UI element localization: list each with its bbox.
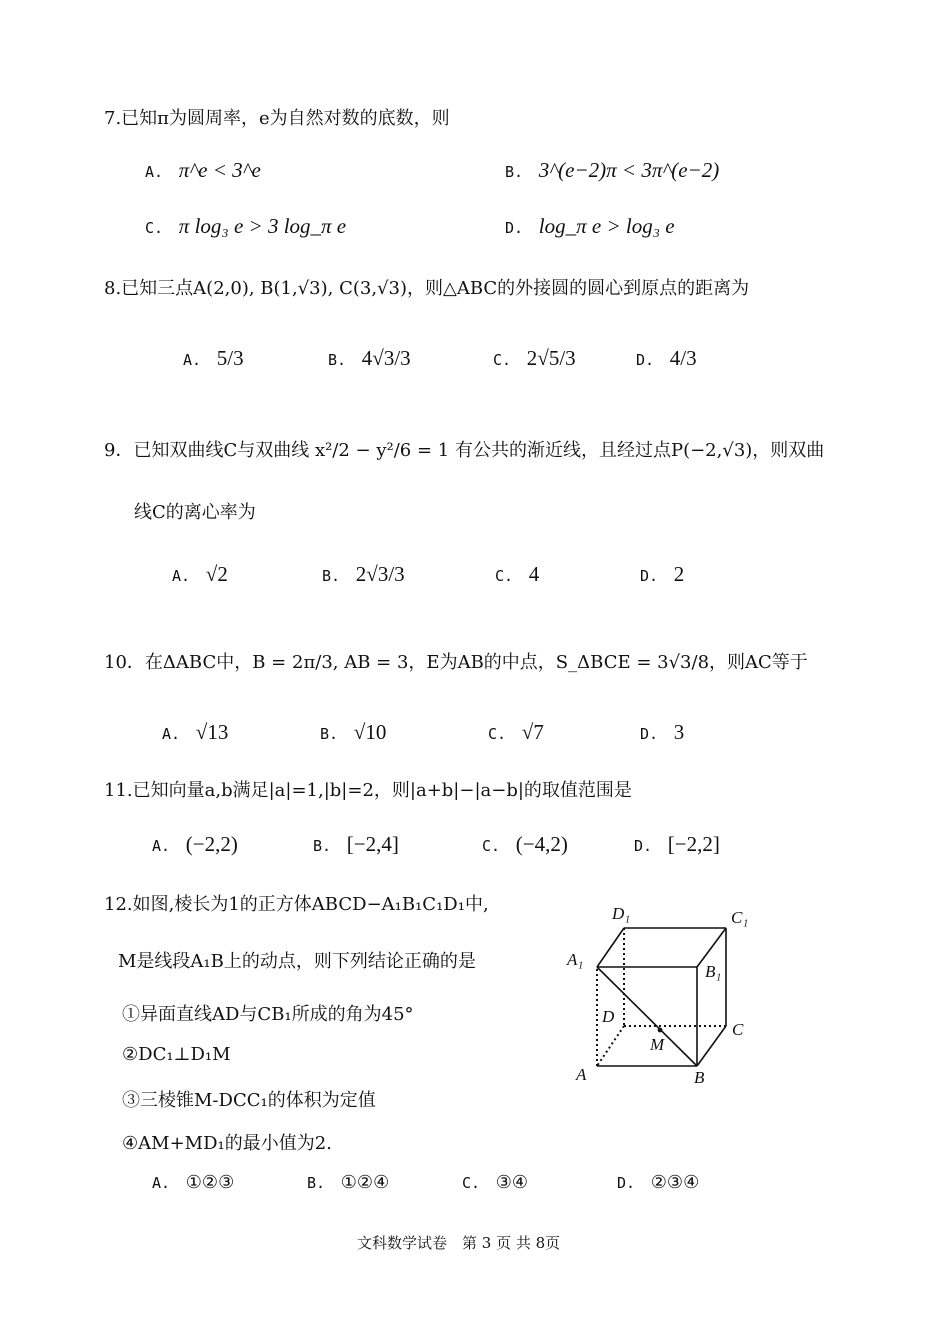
label-m: M	[650, 1035, 665, 1054]
q11-option-b	[313, 832, 399, 857]
q8-option-d	[636, 346, 697, 371]
option-expression: 4	[528, 562, 540, 586]
option-label: A.	[152, 1174, 171, 1192]
option-expression: ②③④	[650, 1172, 700, 1193]
label-c: C	[732, 1020, 744, 1039]
q10-option-b	[320, 720, 386, 745]
option-expression: 2	[673, 562, 685, 586]
option-expression: π log₃ e > 3 log_π e	[178, 214, 347, 238]
option-expression: √13	[195, 720, 229, 744]
q8-option-a	[183, 346, 244, 371]
option-expression: ③④	[495, 1172, 529, 1193]
q12-option-c	[462, 1172, 528, 1193]
option-expression: [−2,4]	[346, 832, 399, 856]
option-label: C.	[145, 219, 164, 237]
q11-option-a	[152, 832, 238, 857]
option-label: C.	[493, 351, 512, 369]
option-label: C.	[495, 567, 514, 585]
option-expression: 4√3/3	[361, 346, 411, 370]
edge-a1-d1	[597, 928, 624, 967]
option-expression: 2√3/3	[355, 562, 405, 586]
q8-option-b	[328, 346, 411, 371]
label-c1: C₁	[731, 908, 749, 927]
option-label: D.	[634, 837, 653, 855]
question-8-stem: 8.已知三点A(2,0), B(1,√3), C(3,√3)，则△ABC的外接圆的圆心到原点的距离为	[104, 278, 750, 299]
label-a: A	[576, 1065, 587, 1084]
q12-statement-4: ④AM+MD₁的最小值为2.	[122, 1133, 332, 1154]
option-label: A.	[172, 567, 191, 585]
question-9-stem-line2: 线C的离心率为	[134, 502, 256, 523]
question-9-stem-line1: 9．已知双曲线C与双曲线 x²/2 − y²/6 = 1 有公共的渐近线，且经过点P(−2,√3)，则双曲	[104, 440, 825, 461]
option-expression: 2√5/3	[526, 346, 576, 370]
option-expression: 3	[673, 720, 685, 744]
question-12-stem-line2: M是线段A₁B上的动点，则下列结论正确的是	[118, 951, 476, 972]
option-label: B.	[505, 163, 524, 181]
option-label: D.	[636, 351, 655, 369]
page-footer: 文科数学试卷 第 3 页 共 8页	[357, 1234, 561, 1252]
q7-option-b	[505, 158, 719, 183]
question-12-stem-line1: 12.如图,棱长为1的正方体ABCD−A₁B₁C₁D₁中,	[104, 894, 489, 915]
option-label: B.	[322, 567, 341, 585]
option-expression: √10	[353, 720, 387, 744]
q7-option-d	[505, 214, 675, 239]
q9-option-c	[495, 562, 539, 587]
option-label: D.	[617, 1174, 636, 1192]
option-expression: π^e < 3^e	[178, 158, 261, 182]
q12-option-d	[617, 1172, 699, 1193]
option-label: C.	[482, 837, 501, 855]
option-label: B.	[307, 1174, 326, 1192]
label-a1: A₁	[567, 950, 584, 969]
q7-option-c	[145, 214, 346, 239]
q12-statement-3: ③三棱锥M-DCC₁的体积为定值	[122, 1090, 376, 1111]
option-label: C.	[488, 725, 507, 743]
cube-figure	[560, 895, 760, 1090]
q11-option-d	[634, 832, 720, 857]
q8-option-c	[493, 346, 576, 371]
option-expression: [−2,2]	[667, 832, 720, 856]
option-expression: 5/3	[216, 346, 244, 370]
point-m	[658, 1028, 663, 1033]
option-expression: log_π e > log₃ e	[538, 214, 675, 238]
q10-option-d	[640, 720, 684, 745]
label-b1: B₁	[705, 962, 722, 981]
option-expression: ①②④	[340, 1172, 390, 1193]
option-label: A.	[162, 725, 181, 743]
label-b: B	[694, 1068, 705, 1087]
q11-option-c	[482, 832, 568, 857]
q9-option-d	[640, 562, 684, 587]
option-label: B.	[313, 837, 332, 855]
option-label: D.	[640, 725, 659, 743]
option-label: D.	[505, 219, 524, 237]
option-expression: 4/3	[669, 346, 697, 370]
option-label: B.	[320, 725, 339, 743]
option-label: A.	[152, 837, 171, 855]
question-7-stem: 7.已知π为圆周率，e为自然对数的底数，则	[104, 108, 450, 129]
option-expression: ①②③	[185, 1172, 235, 1193]
q10-option-a	[162, 720, 228, 745]
option-expression: √7	[521, 720, 544, 744]
q7-option-a	[145, 158, 261, 183]
q12-statement-1: ①异面直线AD与CB₁所成的角为45°	[122, 1004, 414, 1025]
option-label: C.	[462, 1174, 481, 1192]
option-label: D.	[640, 567, 659, 585]
option-expression: (−4,2)	[515, 832, 568, 856]
q12-statement-2: ②DC₁⊥D₁M	[122, 1044, 231, 1065]
q9-option-a	[172, 562, 228, 587]
option-expression: 3^(e−2)π < 3π^(e−2)	[538, 158, 720, 182]
edge-d-a	[597, 1026, 624, 1066]
question-10-stem: 10．在ΔABC中，B = 2π/3, AB = 3，E为AB的中点，S_ΔBCE = 3√3/8，则AC等于	[104, 652, 808, 673]
edge-c-b	[697, 1026, 726, 1066]
q10-option-c	[488, 720, 544, 745]
option-label: B.	[328, 351, 347, 369]
label-d1: D₁	[612, 904, 631, 923]
option-label: A.	[145, 163, 164, 181]
q12-option-a	[152, 1172, 234, 1193]
option-expression: √2	[205, 562, 228, 586]
option-label: A.	[183, 351, 202, 369]
question-11-stem: 11.已知向量a,b满足|a|=1,|b|=2，则|a+b|−|a−b|的取值范围是	[104, 780, 632, 801]
option-expression: (−2,2)	[185, 832, 238, 856]
q9-option-b	[322, 562, 405, 587]
q12-option-b	[307, 1172, 389, 1193]
label-d: D	[602, 1007, 615, 1026]
